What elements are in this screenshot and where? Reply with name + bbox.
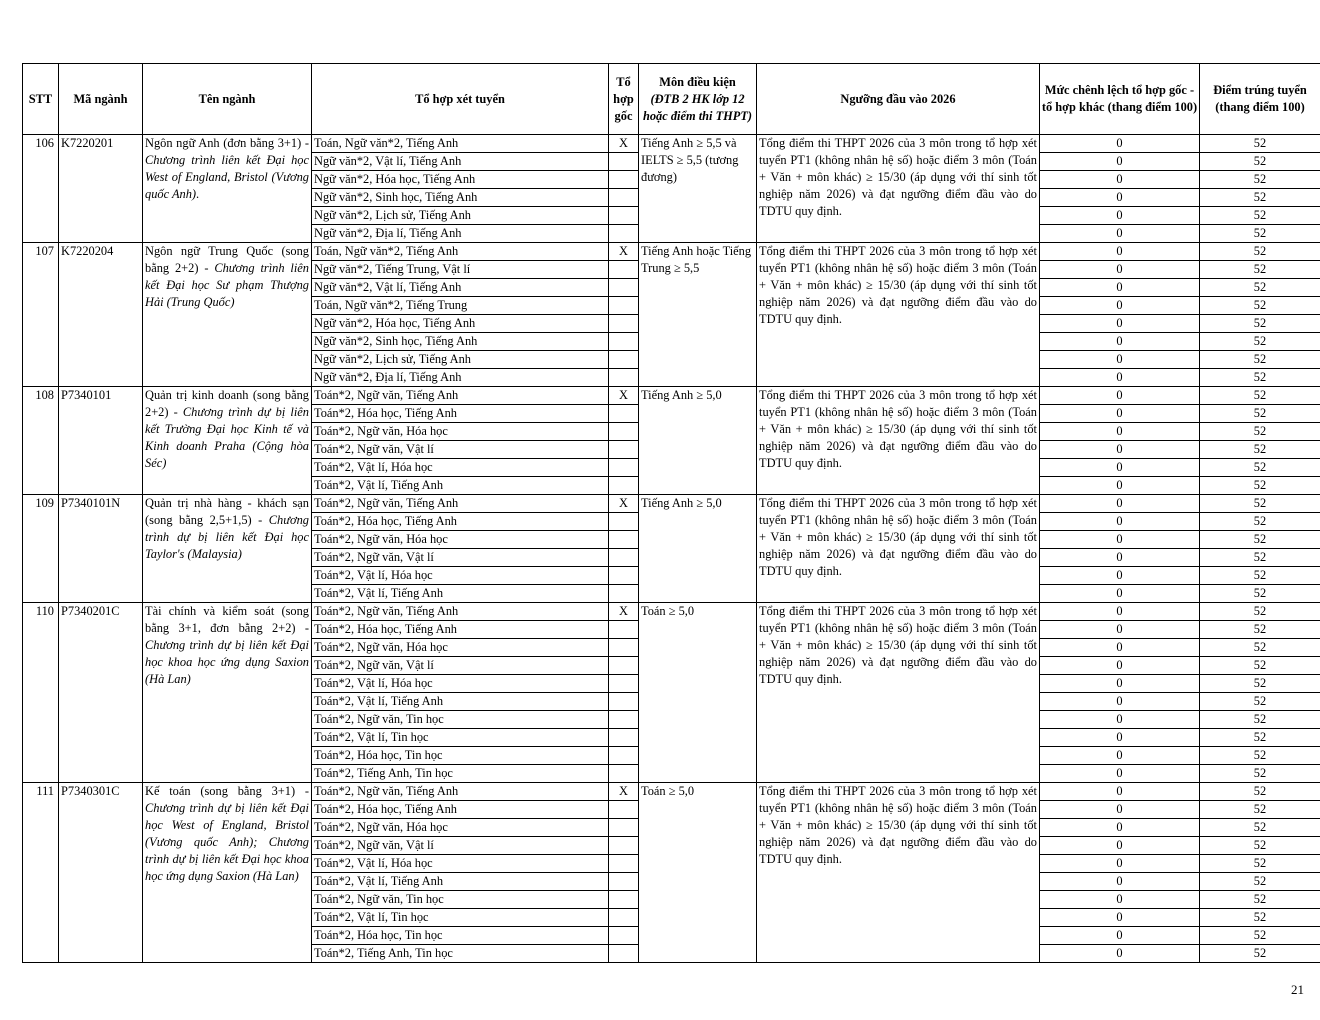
to-hop-cell: Toán*2, Ngữ văn, Tin học bbox=[312, 891, 609, 909]
chenh-lech-cell: 0 bbox=[1040, 351, 1200, 369]
diem-trung-tuyen-cell: 52 bbox=[1200, 945, 1320, 963]
nguong-cell: Tổng điểm thi THPT 2026 của 3 môn trong tổ hợp xét tuyển PT1 (không nhân hệ số) hoặc điểm 3 môn (Toán + Văn + môn khác) ≥ 15/30 (áp dụng với thí sinh tốt nghiệp năm 2026) và đạt ngưỡng điểm đầu vào do TDTU quy định. bbox=[757, 783, 1040, 963]
to-hop-cell: Toán*2, Ngữ văn, Hóa học bbox=[312, 531, 609, 549]
diem-trung-tuyen-cell: 52 bbox=[1200, 225, 1320, 243]
diem-trung-tuyen-cell: 52 bbox=[1200, 927, 1320, 945]
diem-trung-tuyen-cell: 52 bbox=[1200, 495, 1320, 513]
to-hop-goc-cell bbox=[609, 513, 639, 531]
chenh-lech-cell: 0 bbox=[1040, 171, 1200, 189]
diem-trung-tuyen-cell: 52 bbox=[1200, 819, 1320, 837]
chenh-lech-cell: 0 bbox=[1040, 279, 1200, 297]
diem-trung-tuyen-cell: 52 bbox=[1200, 477, 1320, 495]
header-diem-trung-tuyen: Điểm trúng tuyển (thang điểm 100) bbox=[1200, 64, 1320, 135]
to-hop-goc-cell: X bbox=[609, 495, 639, 513]
chenh-lech-cell: 0 bbox=[1040, 333, 1200, 351]
chenh-lech-cell: 0 bbox=[1040, 855, 1200, 873]
to-hop-goc-cell bbox=[609, 549, 639, 567]
to-hop-goc-cell bbox=[609, 747, 639, 765]
diem-trung-tuyen-cell: 52 bbox=[1200, 459, 1320, 477]
mon-dieu-kien-cell: Tiếng Anh ≥ 5,0 bbox=[639, 495, 757, 603]
chenh-lech-cell: 0 bbox=[1040, 477, 1200, 495]
header-mon-dieu-kien-title: Môn điều kiện bbox=[659, 74, 736, 89]
stt-cell: 107 bbox=[23, 243, 59, 387]
mon-dieu-kien-cell: Toán ≥ 5,0 bbox=[639, 783, 757, 963]
chenh-lech-cell: 0 bbox=[1040, 837, 1200, 855]
table-row bbox=[23, 495, 1320, 513]
chenh-lech-cell: 0 bbox=[1040, 567, 1200, 585]
diem-trung-tuyen-cell: 52 bbox=[1200, 405, 1320, 423]
chenh-lech-cell: 0 bbox=[1040, 873, 1200, 891]
chenh-lech-cell: 0 bbox=[1040, 207, 1200, 225]
admissions-table bbox=[22, 63, 1320, 963]
diem-trung-tuyen-cell: 52 bbox=[1200, 873, 1320, 891]
diem-trung-tuyen-cell: 52 bbox=[1200, 387, 1320, 405]
ma-nganh-cell: K7220204 bbox=[59, 243, 143, 387]
to-hop-goc-cell bbox=[609, 207, 639, 225]
to-hop-cell: Ngữ văn*2, Lịch sử, Tiếng Anh bbox=[312, 351, 609, 369]
chenh-lech-cell: 0 bbox=[1040, 315, 1200, 333]
chenh-lech-cell: 0 bbox=[1040, 927, 1200, 945]
ma-nganh-cell: K7220201 bbox=[59, 135, 143, 243]
ten-nganh-text: Quản trị kinh doanh (song bằng 2+2) - bbox=[145, 388, 309, 419]
to-hop-goc-cell bbox=[609, 441, 639, 459]
ma-nganh-cell: P7340101N bbox=[59, 495, 143, 603]
to-hop-cell: Toán*2, Ngữ văn, Tin học bbox=[312, 711, 609, 729]
chenh-lech-cell: 0 bbox=[1040, 783, 1200, 801]
diem-trung-tuyen-cell: 52 bbox=[1200, 783, 1320, 801]
chenh-lech-cell: 0 bbox=[1040, 693, 1200, 711]
diem-trung-tuyen-cell: 52 bbox=[1200, 567, 1320, 585]
to-hop-cell: Ngữ văn*2, Tiếng Trung, Vật lí bbox=[312, 261, 609, 279]
diem-trung-tuyen-cell: 52 bbox=[1200, 189, 1320, 207]
to-hop-cell: Ngữ văn*2, Vật lí, Tiếng Anh bbox=[312, 279, 609, 297]
ma-nganh-cell: P7340201C bbox=[59, 603, 143, 783]
mon-dieu-kien-cell: Tiếng Anh hoặc Tiếng Trung ≥ 5,5 bbox=[639, 243, 757, 387]
diem-trung-tuyen-cell: 52 bbox=[1200, 891, 1320, 909]
ten-nganh-text: Tài chính và kiểm soát (song bằng 3+1, đơn bằng 2+2) - bbox=[145, 604, 309, 635]
to-hop-cell: Toán*2, Hóa học, Tiếng Anh bbox=[312, 621, 609, 639]
header-ten-nganh: Tên ngành bbox=[143, 64, 312, 135]
to-hop-goc-cell bbox=[609, 711, 639, 729]
ten-nganh-text: Ngôn ngữ Anh (đơn bằng 3+1) - bbox=[145, 136, 309, 150]
nguong-cell: Tổng điểm thi THPT 2026 của 3 môn trong tổ hợp xét tuyển PT1 (không nhân hệ số) hoặc điểm 3 môn (Toán + Văn + môn khác) ≥ 15/30 (áp dụng với thí sinh tốt nghiệp năm 2026) và đạt ngưỡng điểm đầu vào do TDTU quy định. bbox=[757, 135, 1040, 243]
header-ma-nganh: Mã ngành bbox=[59, 64, 143, 135]
chenh-lech-cell: 0 bbox=[1040, 423, 1200, 441]
ten-nganh-cell bbox=[143, 603, 312, 783]
chenh-lech-cell: 0 bbox=[1040, 909, 1200, 927]
chenh-lech-cell: 0 bbox=[1040, 531, 1200, 549]
chenh-lech-cell: 0 bbox=[1040, 711, 1200, 729]
to-hop-cell: Ngữ văn*2, Lịch sử, Tiếng Anh bbox=[312, 207, 609, 225]
to-hop-cell: Toán*2, Hóa học, Tin học bbox=[312, 747, 609, 765]
stt-cell: 108 bbox=[23, 387, 59, 495]
diem-trung-tuyen-cell: 52 bbox=[1200, 585, 1320, 603]
ten-nganh-text: Ngôn ngữ Trung Quốc (song bằng 2+2) - bbox=[145, 244, 309, 275]
to-hop-goc-cell bbox=[609, 171, 639, 189]
header-to-hop-goc: Tổ hợp gốc bbox=[609, 64, 639, 135]
stt-cell: 111 bbox=[23, 783, 59, 963]
diem-trung-tuyen-cell: 52 bbox=[1200, 639, 1320, 657]
to-hop-cell: Toán*2, Vật lí, Tin học bbox=[312, 909, 609, 927]
chenh-lech-cell: 0 bbox=[1040, 801, 1200, 819]
header-stt: STT bbox=[23, 64, 59, 135]
diem-trung-tuyen-cell: 52 bbox=[1200, 297, 1320, 315]
ten-nganh-text: Quản trị nhà hàng - khách sạn (song bằng 2,5+1,5) - bbox=[145, 496, 309, 527]
diem-trung-tuyen-cell: 52 bbox=[1200, 369, 1320, 387]
chenh-lech-cell: 0 bbox=[1040, 153, 1200, 171]
to-hop-goc-cell bbox=[609, 423, 639, 441]
mon-dieu-kien-cell: Toán ≥ 5,0 bbox=[639, 603, 757, 783]
to-hop-goc-cell bbox=[609, 639, 639, 657]
diem-trung-tuyen-cell: 52 bbox=[1200, 855, 1320, 873]
to-hop-cell: Toán*2, Vật lí, Tiếng Anh bbox=[312, 477, 609, 495]
chenh-lech-cell: 0 bbox=[1040, 225, 1200, 243]
ten-nganh-program: Chương trình dự bị liên kết Đại học West of England, Bristol (Vương quốc Anh); Chương trình dự bị liên kết Đại học khoa học ứng dụng Saxion (Hà Lan) bbox=[145, 801, 309, 883]
diem-trung-tuyen-cell: 52 bbox=[1200, 603, 1320, 621]
to-hop-cell: Toán*2, Ngữ văn, Vật lí bbox=[312, 657, 609, 675]
to-hop-goc-cell bbox=[609, 315, 639, 333]
diem-trung-tuyen-cell: 52 bbox=[1200, 171, 1320, 189]
to-hop-goc-cell bbox=[609, 837, 639, 855]
table-row bbox=[23, 783, 1320, 801]
diem-trung-tuyen-cell: 52 bbox=[1200, 657, 1320, 675]
chenh-lech-cell: 0 bbox=[1040, 189, 1200, 207]
diem-trung-tuyen-cell: 52 bbox=[1200, 729, 1320, 747]
to-hop-goc-cell bbox=[609, 819, 639, 837]
to-hop-goc-cell bbox=[609, 297, 639, 315]
ma-nganh-cell: P7340301C bbox=[59, 783, 143, 963]
ten-nganh-cell bbox=[143, 243, 312, 387]
chenh-lech-cell: 0 bbox=[1040, 297, 1200, 315]
to-hop-goc-cell bbox=[609, 927, 639, 945]
chenh-lech-cell: 0 bbox=[1040, 441, 1200, 459]
ten-nganh-cell bbox=[143, 135, 312, 243]
to-hop-goc-cell bbox=[609, 459, 639, 477]
diem-trung-tuyen-cell: 52 bbox=[1200, 441, 1320, 459]
to-hop-goc-cell bbox=[609, 657, 639, 675]
ten-nganh-cell bbox=[143, 783, 312, 963]
to-hop-goc-cell bbox=[609, 189, 639, 207]
table-row bbox=[23, 603, 1320, 621]
chenh-lech-cell: 0 bbox=[1040, 405, 1200, 423]
to-hop-cell: Ngữ văn*2, Vật lí, Tiếng Anh bbox=[312, 153, 609, 171]
chenh-lech-cell: 0 bbox=[1040, 387, 1200, 405]
diem-trung-tuyen-cell: 52 bbox=[1200, 135, 1320, 153]
to-hop-cell: Toán, Ngữ văn*2, Tiếng Anh bbox=[312, 135, 609, 153]
ten-nganh-program: Chương trình liên kết Đại học Sư phạm Thượng Hải (Trung Quốc) bbox=[145, 261, 309, 309]
to-hop-cell: Ngữ văn*2, Địa lí, Tiếng Anh bbox=[312, 369, 609, 387]
nguong-cell: Tổng điểm thi THPT 2026 của 3 môn trong tổ hợp xét tuyển PT1 (không nhân hệ số) hoặc điểm 3 môn (Toán + Văn + môn khác) ≥ 15/30 (áp dụng với thí sinh tốt nghiệp năm 2026) và đạt ngưỡng điểm đầu vào do TDTU quy định. bbox=[757, 495, 1040, 603]
chenh-lech-cell: 0 bbox=[1040, 495, 1200, 513]
diem-trung-tuyen-cell: 52 bbox=[1200, 423, 1320, 441]
chenh-lech-cell: 0 bbox=[1040, 603, 1200, 621]
to-hop-cell: Toán*2, Ngữ văn, Hóa học bbox=[312, 639, 609, 657]
chenh-lech-cell: 0 bbox=[1040, 459, 1200, 477]
diem-trung-tuyen-cell: 52 bbox=[1200, 531, 1320, 549]
chenh-lech-cell: 0 bbox=[1040, 135, 1200, 153]
diem-trung-tuyen-cell: 52 bbox=[1200, 909, 1320, 927]
to-hop-goc-cell: X bbox=[609, 603, 639, 621]
ten-nganh-program: Chương trình dự bị liên kết Trường Đại học Kinh tế và Kinh doanh Praha (Cộng hòa Séc) bbox=[145, 405, 309, 470]
to-hop-cell: Ngữ văn*2, Hóa học, Tiếng Anh bbox=[312, 315, 609, 333]
to-hop-goc-cell bbox=[609, 261, 639, 279]
diem-trung-tuyen-cell: 52 bbox=[1200, 747, 1320, 765]
chenh-lech-cell: 0 bbox=[1040, 243, 1200, 261]
diem-trung-tuyen-cell: 52 bbox=[1200, 711, 1320, 729]
to-hop-goc-cell bbox=[609, 477, 639, 495]
to-hop-cell: Toán*2, Ngữ văn, Tiếng Anh bbox=[312, 783, 609, 801]
diem-trung-tuyen-cell: 52 bbox=[1200, 243, 1320, 261]
to-hop-cell: Toán*2, Tiếng Anh, Tin học bbox=[312, 945, 609, 963]
to-hop-cell: Toán*2, Hóa học, Tiếng Anh bbox=[312, 801, 609, 819]
to-hop-cell: Toán*2, Ngữ văn, Tiếng Anh bbox=[312, 495, 609, 513]
to-hop-cell: Toán*2, Ngữ văn, Vật lí bbox=[312, 837, 609, 855]
to-hop-cell: Ngữ văn*2, Hóa học, Tiếng Anh bbox=[312, 171, 609, 189]
diem-trung-tuyen-cell: 52 bbox=[1200, 351, 1320, 369]
ten-nganh-program: Chương trình dự bị liên kết Đại học khoa học ứng dụng Saxion (Hà Lan) bbox=[145, 638, 309, 686]
diem-trung-tuyen-cell: 52 bbox=[1200, 837, 1320, 855]
to-hop-goc-cell bbox=[609, 279, 639, 297]
diem-trung-tuyen-cell: 52 bbox=[1200, 207, 1320, 225]
to-hop-goc-cell bbox=[609, 225, 639, 243]
chenh-lech-cell: 0 bbox=[1040, 945, 1200, 963]
to-hop-goc-cell bbox=[609, 765, 639, 783]
diem-trung-tuyen-cell: 52 bbox=[1200, 153, 1320, 171]
to-hop-goc-cell bbox=[609, 369, 639, 387]
ten-nganh-program: Chương trình liên kết Đại học West of England, Bristol (Vương quốc Anh) bbox=[145, 153, 309, 201]
table-header bbox=[23, 64, 1320, 135]
to-hop-goc-cell bbox=[609, 405, 639, 423]
to-hop-cell: Toán*2, Vật lí, Hóa học bbox=[312, 459, 609, 477]
ma-nganh-cell: P7340101 bbox=[59, 387, 143, 495]
to-hop-goc-cell bbox=[609, 801, 639, 819]
chenh-lech-cell: 0 bbox=[1040, 621, 1200, 639]
diem-trung-tuyen-cell: 52 bbox=[1200, 513, 1320, 531]
diem-trung-tuyen-cell: 52 bbox=[1200, 675, 1320, 693]
to-hop-goc-cell bbox=[609, 855, 639, 873]
to-hop-cell: Toán, Ngữ văn*2, Tiếng Trung bbox=[312, 297, 609, 315]
ten-nganh-text: Kế toán (song bằng 3+1) - bbox=[145, 784, 309, 798]
ten-nganh-tail: . bbox=[196, 187, 200, 201]
mon-dieu-kien-cell: Tiếng Anh ≥ 5,5 và IELTS ≥ 5,5 (tương đương) bbox=[639, 135, 757, 243]
to-hop-goc-cell bbox=[609, 693, 639, 711]
to-hop-cell: Toán*2, Vật lí, Hóa học bbox=[312, 855, 609, 873]
mon-dieu-kien-cell: Tiếng Anh ≥ 5,0 bbox=[639, 387, 757, 495]
diem-trung-tuyen-cell: 52 bbox=[1200, 693, 1320, 711]
to-hop-cell: Toán*2, Ngữ văn, Hóa học bbox=[312, 423, 609, 441]
table-row bbox=[23, 135, 1320, 153]
header-mon-dieu-kien bbox=[639, 64, 757, 135]
to-hop-goc-cell bbox=[609, 873, 639, 891]
chenh-lech-cell: 0 bbox=[1040, 513, 1200, 531]
to-hop-cell: Toán*2, Ngữ văn, Vật lí bbox=[312, 549, 609, 567]
chenh-lech-cell: 0 bbox=[1040, 819, 1200, 837]
chenh-lech-cell: 0 bbox=[1040, 747, 1200, 765]
to-hop-goc-cell bbox=[609, 621, 639, 639]
to-hop-goc-cell: X bbox=[609, 135, 639, 153]
stt-cell: 109 bbox=[23, 495, 59, 603]
stt-cell: 106 bbox=[23, 135, 59, 243]
stt-cell: 110 bbox=[23, 603, 59, 783]
header-to-hop: Tổ hợp xét tuyển bbox=[312, 64, 609, 135]
to-hop-cell: Toán, Ngữ văn*2, Tiếng Anh bbox=[312, 243, 609, 261]
table-body bbox=[23, 135, 1320, 963]
nguong-cell: Tổng điểm thi THPT 2026 của 3 môn trong tổ hợp xét tuyển PT1 (không nhân hệ số) hoặc điểm 3 môn (Toán + Văn + môn khác) ≥ 15/30 (áp dụng với thí sinh tốt nghiệp năm 2026) và đạt ngưỡng điểm đầu vào do TDTU quy định. bbox=[757, 243, 1040, 387]
to-hop-goc-cell bbox=[609, 333, 639, 351]
diem-trung-tuyen-cell: 52 bbox=[1200, 549, 1320, 567]
to-hop-goc-cell: X bbox=[609, 243, 639, 261]
diem-trung-tuyen-cell: 52 bbox=[1200, 315, 1320, 333]
to-hop-cell: Toán*2, Vật lí, Hóa học bbox=[312, 567, 609, 585]
header-mon-dieu-kien-note: (ĐTB 2 HK lớp 12 hoặc điểm thi THPT) bbox=[642, 91, 753, 123]
nguong-cell: Tổng điểm thi THPT 2026 của 3 môn trong tổ hợp xét tuyển PT1 (không nhân hệ số) hoặc điểm 3 môn (Toán + Văn + môn khác) ≥ 15/30 (áp dụng với thí sinh tốt nghiệp năm 2026) và đạt ngưỡng điểm đầu vào do TDTU quy định. bbox=[757, 387, 1040, 495]
ten-nganh-program: Chương trình dự bị liên kết Đại học Taylor's (Malaysia) bbox=[145, 513, 309, 561]
chenh-lech-cell: 0 bbox=[1040, 891, 1200, 909]
diem-trung-tuyen-cell: 52 bbox=[1200, 333, 1320, 351]
header-nguong: Ngưỡng đầu vào 2026 bbox=[757, 64, 1040, 135]
table-row bbox=[23, 243, 1320, 261]
ten-nganh-cell bbox=[143, 387, 312, 495]
chenh-lech-cell: 0 bbox=[1040, 549, 1200, 567]
to-hop-cell: Toán*2, Vật lí, Tiếng Anh bbox=[312, 693, 609, 711]
chenh-lech-cell: 0 bbox=[1040, 657, 1200, 675]
chenh-lech-cell: 0 bbox=[1040, 261, 1200, 279]
to-hop-goc-cell bbox=[609, 351, 639, 369]
diem-trung-tuyen-cell: 52 bbox=[1200, 801, 1320, 819]
to-hop-goc-cell bbox=[609, 585, 639, 603]
chenh-lech-cell: 0 bbox=[1040, 369, 1200, 387]
chenh-lech-cell: 0 bbox=[1040, 675, 1200, 693]
to-hop-cell: Ngữ văn*2, Sinh học, Tiếng Anh bbox=[312, 333, 609, 351]
to-hop-cell: Toán*2, Vật lí, Tiếng Anh bbox=[312, 585, 609, 603]
header-chenh-lech: Mức chênh lệch tổ hợp gốc - tổ hợp khác (thang điểm 100) bbox=[1040, 64, 1200, 135]
to-hop-goc-cell bbox=[609, 945, 639, 963]
to-hop-cell: Toán*2, Ngữ văn, Tiếng Anh bbox=[312, 603, 609, 621]
to-hop-cell: Toán*2, Hóa học, Tiếng Anh bbox=[312, 405, 609, 423]
to-hop-cell: Toán*2, Ngữ văn, Tiếng Anh bbox=[312, 387, 609, 405]
ten-nganh-cell bbox=[143, 495, 312, 603]
to-hop-cell: Toán*2, Hóa học, Tiếng Anh bbox=[312, 513, 609, 531]
to-hop-goc-cell bbox=[609, 675, 639, 693]
to-hop-cell: Ngữ văn*2, Sinh học, Tiếng Anh bbox=[312, 189, 609, 207]
chenh-lech-cell: 0 bbox=[1040, 729, 1200, 747]
to-hop-goc-cell bbox=[609, 729, 639, 747]
chenh-lech-cell: 0 bbox=[1040, 765, 1200, 783]
diem-trung-tuyen-cell: 52 bbox=[1200, 279, 1320, 297]
to-hop-goc-cell bbox=[609, 153, 639, 171]
chenh-lech-cell: 0 bbox=[1040, 639, 1200, 657]
to-hop-goc-cell: X bbox=[609, 783, 639, 801]
diem-trung-tuyen-cell: 52 bbox=[1200, 261, 1320, 279]
to-hop-goc-cell bbox=[609, 531, 639, 549]
to-hop-cell: Ngữ văn*2, Địa lí, Tiếng Anh bbox=[312, 225, 609, 243]
to-hop-cell: Toán*2, Hóa học, Tin học bbox=[312, 927, 609, 945]
page-number: 21 bbox=[1291, 982, 1304, 997]
to-hop-cell: Toán*2, Vật lí, Tiếng Anh bbox=[312, 873, 609, 891]
to-hop-cell: Toán*2, Ngữ văn, Vật lí bbox=[312, 441, 609, 459]
to-hop-goc-cell: X bbox=[609, 387, 639, 405]
to-hop-cell: Toán*2, Vật lí, Tin học bbox=[312, 729, 609, 747]
chenh-lech-cell: 0 bbox=[1040, 585, 1200, 603]
to-hop-goc-cell bbox=[609, 909, 639, 927]
diem-trung-tuyen-cell: 52 bbox=[1200, 765, 1320, 783]
to-hop-cell: Toán*2, Tiếng Anh, Tin học bbox=[312, 765, 609, 783]
to-hop-cell: Toán*2, Ngữ văn, Hóa học bbox=[312, 819, 609, 837]
to-hop-goc-cell bbox=[609, 891, 639, 909]
table-row bbox=[23, 387, 1320, 405]
to-hop-cell: Toán*2, Vật lí, Hóa học bbox=[312, 675, 609, 693]
nguong-cell: Tổng điểm thi THPT 2026 của 3 môn trong tổ hợp xét tuyển PT1 (không nhân hệ số) hoặc điểm 3 môn (Toán + Văn + môn khác) ≥ 15/30 (áp dụng với thí sinh tốt nghiệp năm 2026) và đạt ngưỡng điểm đầu vào do TDTU quy định. bbox=[757, 603, 1040, 783]
diem-trung-tuyen-cell: 52 bbox=[1200, 621, 1320, 639]
to-hop-goc-cell bbox=[609, 567, 639, 585]
